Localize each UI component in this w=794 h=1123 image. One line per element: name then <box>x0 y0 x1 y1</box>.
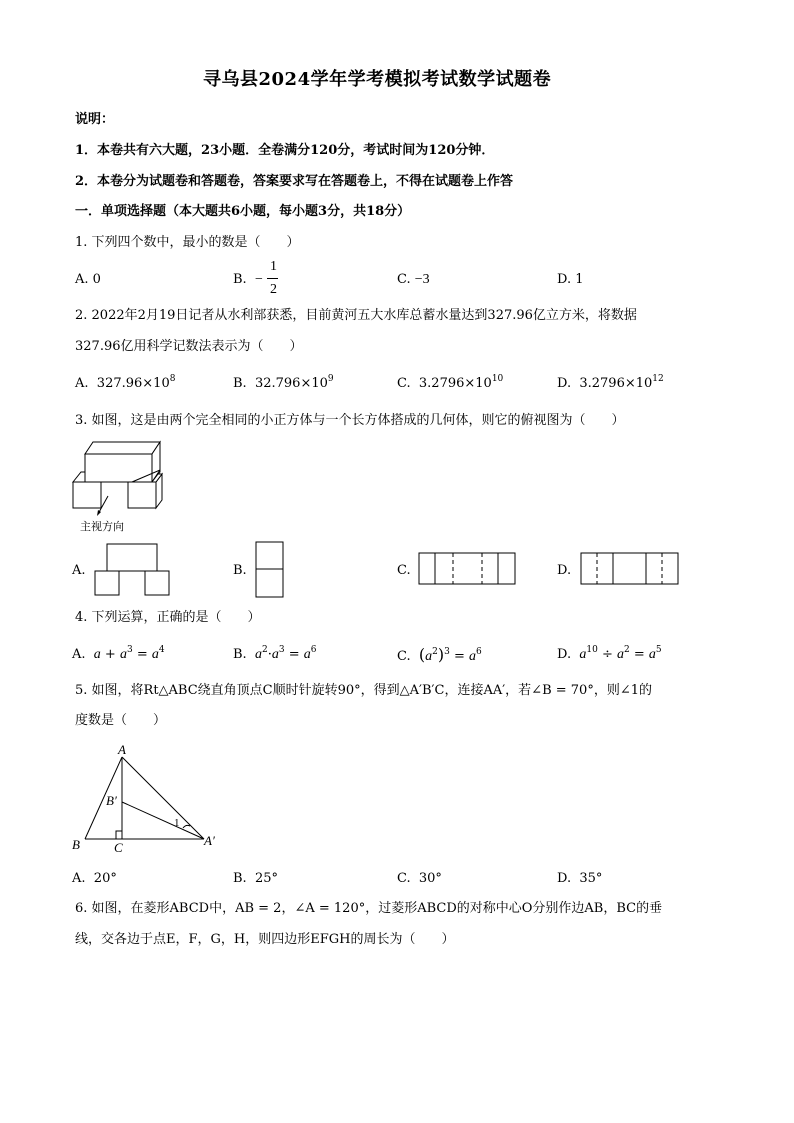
q2-c-base: 3.2796×10 <box>418 376 492 391</box>
page-title: 寻乌县2024学年学考模拟考试数学试题卷 <box>203 69 552 90</box>
q2-a-exp: 8 <box>169 373 176 384</box>
q4-a-label: A. <box>72 647 86 662</box>
q1-option-c[interactable] <box>397 272 430 288</box>
fig-point-b-prime: B′ <box>106 793 117 808</box>
q2-d-label: D. <box>557 376 572 391</box>
q5-a-value: 20° <box>93 871 117 886</box>
q3-option-c-figure[interactable] <box>418 552 518 588</box>
q5-b-label: B. <box>233 871 247 886</box>
q1-d-value: 1 <box>575 272 584 287</box>
q5-option-c[interactable] <box>397 871 442 887</box>
q1-c-value: −3 <box>414 272 430 287</box>
q2-d-exp: 12 <box>652 373 664 384</box>
fig-point-c: C <box>114 840 123 855</box>
q1-option-a[interactable] <box>75 272 101 288</box>
q2-a-label: A. <box>75 376 89 391</box>
q1-b-numerator: 1 <box>270 259 277 274</box>
q5-c-value: 30° <box>418 871 442 886</box>
q5-c-label: C. <box>397 871 411 886</box>
note-item-1: 1．本卷共有六大题，23小题．全卷满分120分，考试时间为120分钟． <box>75 143 495 158</box>
q4-d-label: D. <box>557 647 572 662</box>
notes-label: 说明： <box>75 112 115 127</box>
q3-c-label[interactable]: C. <box>397 563 411 578</box>
q4-option-d[interactable]: D. $a^{10} \div a^2 = a^5$ <box>557 644 662 662</box>
q2-option-b[interactable] <box>233 373 334 392</box>
q2-c-label: C. <box>397 376 411 391</box>
fig-point-a: A <box>118 742 126 757</box>
q1-b-denominator: 2 <box>270 282 277 297</box>
q1-c-label: C. <box>397 272 411 287</box>
q5-d-label: D. <box>557 871 572 886</box>
q3-option-d-figure[interactable] <box>580 552 680 588</box>
q2-b-exp: 9 <box>327 373 334 384</box>
q2-option-c[interactable] <box>397 373 504 392</box>
q2-c-exp: 10 <box>491 373 504 384</box>
fig-point-b: B <box>72 837 80 852</box>
q5-stem-line2: 度数是（ ） <box>75 713 167 728</box>
q1-a-value: 0 <box>92 272 101 287</box>
q6-stem-line1: 6. 如图，在菱形ABCD中，AB = 2，∠A = 120°，过菱形ABCD的对称中心O分别作边AB，BC的垂 <box>75 901 663 916</box>
q3-a-label[interactable]: A. <box>72 563 86 578</box>
q2-stem-line1: 2. 2022年2月19日记者从水利部获悉，目前黄河五大水库总蓄水量达到327.96亿立方米，将数据 <box>75 308 637 323</box>
note-item-2: 2．本卷分为试题卷和答题卷，答案要求写在答题卷上，不得在试题卷上作答 <box>75 174 514 189</box>
q1-b-sign: − <box>255 272 263 287</box>
q5-d-value: 35° <box>579 871 603 886</box>
q5-triangle-figure <box>70 742 230 854</box>
q4-c-label: C. <box>397 649 411 664</box>
q2-d-base: 3.2796×10 <box>579 376 653 391</box>
q1-option-b-label[interactable]: B. <box>233 272 247 287</box>
q2-a-base: 327.96×10 <box>96 376 170 391</box>
q4-stem: 4. 下列运算，正确的是（ ） <box>75 610 261 625</box>
q4-option-c[interactable]: C. $(a^2)^3 = a^6$ <box>397 645 482 664</box>
fig-angle-1: 1 <box>174 817 180 829</box>
q5-a-label: A. <box>72 871 86 886</box>
q3-option-a-figure[interactable] <box>93 543 173 597</box>
fig-point-a-prime: A′ <box>204 833 215 848</box>
q3-d-label[interactable]: D. <box>557 563 572 578</box>
q1-a-label: A. <box>75 272 93 287</box>
q5-b-value: 25° <box>254 871 278 886</box>
q2-option-d[interactable] <box>557 373 664 392</box>
q6-stem-line2: 线，交各边于点E，F，G，H，则四边形EFGH的周长为（ ） <box>75 932 455 947</box>
section-heading: 一．单项选择题（本大题共6小题，每小题3分，共18分） <box>75 204 411 219</box>
q5-stem-line1: 5. 如图，将Rt△ABC绕直角顶点C顺时针旋转90°，得到△A′B′C，连接AA′，若∠B = 70°，则∠1的 <box>75 683 652 698</box>
q2-b-label: B. <box>233 376 247 391</box>
q3-view-direction-label: 主视方向 <box>80 520 124 533</box>
q3-option-b-figure[interactable] <box>255 541 285 599</box>
q1-stem: 1. 下列四个数中，最小的数是（ ） <box>75 235 300 250</box>
q2-b-base: 32.796×10 <box>254 376 328 391</box>
q4-option-b[interactable]: B. $a^2\cdot a^3 = a^6$ <box>233 644 317 662</box>
q4-option-a[interactable]: A. $a + a^3 = a^4$ <box>72 644 165 662</box>
q4-b-label: B. <box>233 647 247 662</box>
q1-d-label: D. <box>557 272 576 287</box>
q1-option-d[interactable] <box>557 272 584 288</box>
q5-option-b[interactable] <box>233 871 278 887</box>
q5-option-d[interactable] <box>557 871 602 887</box>
q1-b-fraction-bar <box>267 278 278 279</box>
q3-b-label[interactable]: B. <box>233 563 247 578</box>
q2-stem-line2: 327.96亿用科学记数法表示为（ ） <box>75 339 303 354</box>
q5-option-a[interactable] <box>72 871 117 887</box>
q3-stem: 3. 如图，这是由两个完全相同的小正方体与一个长方体搭成的几何体，则它的俯视图为（ ） <box>75 413 625 428</box>
q2-option-a[interactable] <box>75 373 176 392</box>
